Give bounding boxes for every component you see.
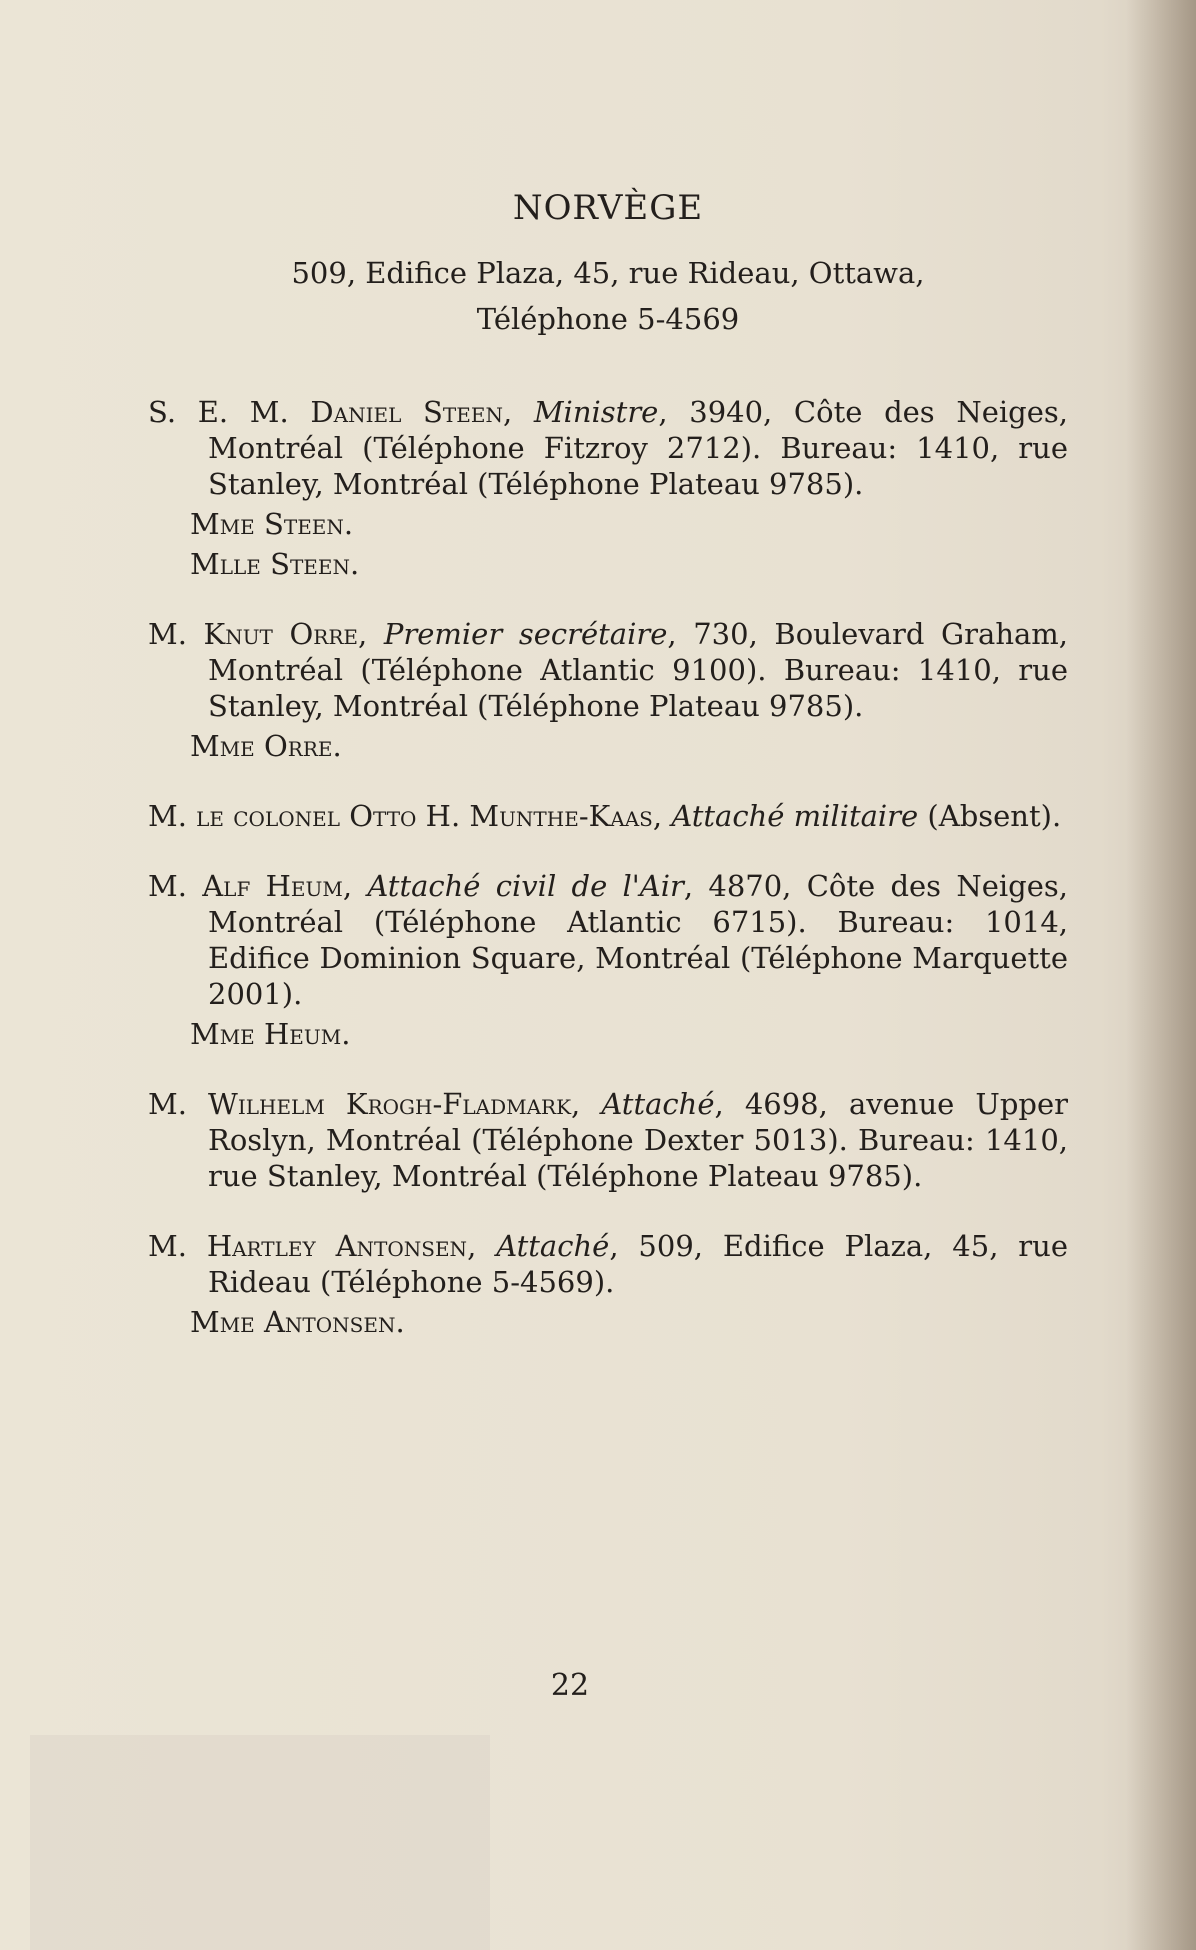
entry-text: [148, 798, 1068, 834]
page-edge-shadow: [1126, 0, 1196, 1950]
entry-text: [148, 868, 1068, 1012]
separator: ,: [571, 1087, 602, 1121]
staff-entry: [148, 394, 1068, 582]
staff-entry: [148, 1086, 1068, 1194]
page-content: [148, 188, 1068, 1374]
person-details: , 509, Edifice Plaza, 45, rue Rideau (Téléphone 5-4569).: [208, 1229, 1069, 1299]
entry-text: [148, 1228, 1068, 1300]
person-title: Attaché civil de l'Air: [367, 869, 684, 903]
entry-text: [148, 616, 1068, 724]
separator: ,: [358, 617, 384, 651]
entry-text: [148, 394, 1068, 502]
entry-prefix: M.: [148, 1087, 209, 1121]
staff-entry: [148, 868, 1068, 1052]
person-details: , 4698, avenue Upper Roslyn, Montréal (Téléphone Dexter 5013). Bureau: 1410, rue Stanley, Montréal (Téléphone Plateau 9785).: [208, 1087, 1068, 1193]
separator: ,: [342, 869, 368, 903]
spouse-name: Mme Steen.: [190, 507, 354, 541]
entry-text: [148, 1086, 1068, 1194]
person-name: Daniel Steen: [310, 395, 503, 429]
separator: ,: [652, 799, 672, 833]
spouse-name: Mlle Steen.: [190, 547, 360, 581]
person-name: Wilhelm Krogh-Fladmark: [208, 1087, 572, 1121]
person-title: Attaché: [601, 1087, 715, 1121]
person-name: Knut Orre: [203, 617, 359, 651]
entry-prefix: M.: [148, 1229, 207, 1263]
person-details: , 3940, Côte des Neiges, Montréal (Téléphone Fitzroy 2712). Bureau: 1410, rue Stanley, Montréal (Téléphone Plateau 9785).: [208, 395, 1069, 501]
entry-prefix: M.: [148, 617, 204, 651]
spouse-name: Mme Antonsen.: [190, 1305, 405, 1339]
spouse-name: Mme Heum.: [190, 1017, 351, 1051]
entry-prefix: M.: [148, 869, 203, 903]
page-number: 22: [550, 1668, 590, 1703]
separator: ,: [467, 1229, 497, 1263]
person-title: Premier secrétaire: [383, 617, 668, 651]
country-heading: NORVÈGE: [512, 188, 704, 228]
person-details: , 4870, Côte des Neiges, Montréal (Téléphone Atlantic 6715). Bureau: 1014, Edifice Dominion Square, Montréal (Téléphone Marquette 2001).: [208, 869, 1068, 1011]
staff-list: [148, 394, 1068, 1340]
person-details: (Absent).: [918, 799, 1062, 833]
staff-entry: [148, 616, 1068, 764]
spouse-name: Mme Orre.: [190, 729, 342, 763]
person-title: Attaché militaire: [671, 799, 919, 833]
person-name: Hartley Antonsen: [206, 1229, 468, 1263]
entry-prefix: S. E. M.: [148, 395, 311, 429]
person-details: , 730, Boulevard Graham, Montréal (Téléphone Atlantic 9100). Bureau: 1410, rue Stanley, Montréal (Téléphone Plateau 9785).: [208, 617, 1069, 723]
embassy-address: 509, Edifice Plaza, 45, rue Rideau, Ottawa,: [291, 256, 925, 290]
entry-prefix: M.: [148, 799, 197, 833]
person-title: Attaché: [496, 1229, 610, 1263]
separator: ,: [502, 395, 534, 429]
embassy-telephone: Téléphone 5-4569: [476, 302, 740, 336]
staff-entry: [148, 798, 1068, 834]
person-name: le colonel Otto H. Munthe-Kaas: [196, 799, 653, 833]
scan-corner-shade: [30, 1735, 490, 1950]
staff-entry: [148, 1228, 1068, 1340]
person-name: Alf Heum: [202, 869, 343, 903]
person-title: Ministre: [533, 395, 659, 429]
